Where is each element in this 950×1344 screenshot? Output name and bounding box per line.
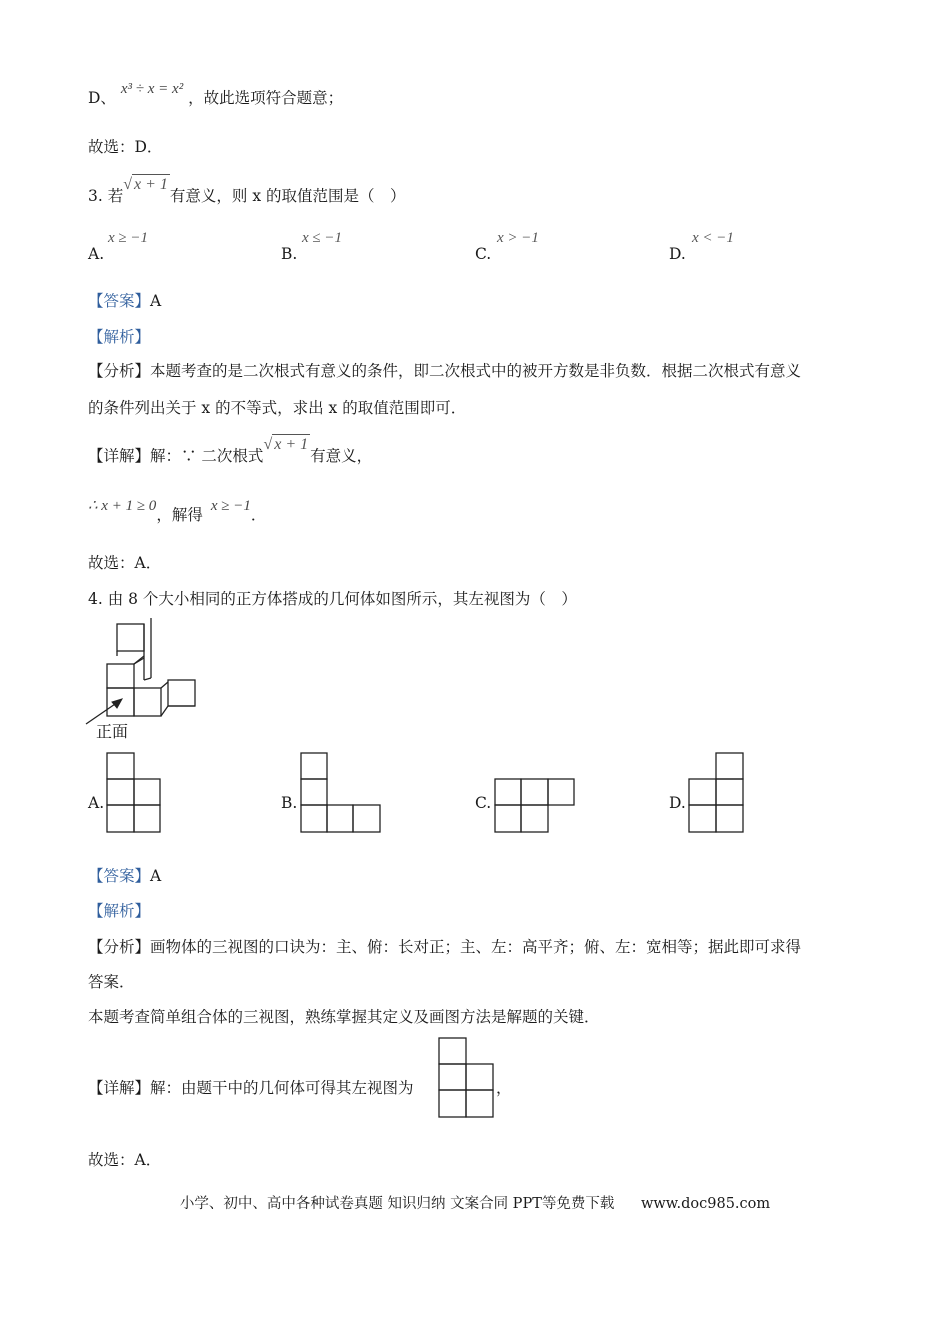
- math-expression: ∴ x + 1 ≥ 0: [88, 498, 157, 514]
- q4-stem: 4. 由 8 个大小相同的正方体搭成的几何体如图所示，其左视图为（ ）: [88, 590, 577, 608]
- period: ．: [250, 506, 267, 524]
- q3-stem: [88, 176, 406, 207]
- q3-conclusion: 故选：A．: [88, 554, 162, 572]
- q3-detail: [88, 436, 373, 467]
- stem-suffix: 有意义，则 x 的取值范围是（ ）: [169, 187, 406, 205]
- q4-analysis-tag: 【解析】: [88, 902, 151, 920]
- q3-option-d-label: D.: [669, 245, 686, 263]
- q3-option-b-label: B.: [281, 245, 298, 263]
- answer-value: A: [150, 867, 162, 885]
- q4-detail-suffix: ，: [496, 1079, 512, 1097]
- answer-tag: 【答案】: [88, 292, 151, 310]
- q2-conclusion: 故选：D．: [88, 138, 163, 156]
- option-label: D、: [88, 89, 116, 107]
- q3-option-a-label: A.: [88, 245, 105, 263]
- q3-therefore: [88, 498, 267, 526]
- q4-option-a-figure: [106, 752, 162, 834]
- detail-prefix: 【详解】解：由题干中的几何体可得其左视图为: [88, 1079, 414, 1097]
- q4-answer: [88, 866, 161, 886]
- q4-answer-figure: [438, 1037, 495, 1119]
- cube-face: [117, 624, 144, 651]
- q3-option-c-expr: x > −1: [497, 230, 539, 246]
- q4-option-b-figure: [300, 752, 382, 834]
- cube-face: [107, 664, 134, 688]
- q4-analysis-line1: 【分析】画物体的三视图的口诀为：主、俯：长对正；主、左：高平齐；俯、左：宽相等；据此即可求得: [88, 938, 802, 956]
- front-label: 正面: [96, 722, 129, 741]
- sqrt-expression: √ x + 1: [123, 176, 168, 193]
- q4-option-b-label: B.: [281, 794, 298, 812]
- footer-text: 小学、初中、高中各种试卷真题 知识归纳 文案合同 PPT等免费下载: [179, 1196, 615, 1212]
- q4-option-d-figure: [688, 752, 745, 834]
- sqrt-expression: √ x + 1: [263, 436, 309, 453]
- answer-value: A: [150, 292, 162, 310]
- detail-suffix: 有意义，: [310, 447, 373, 465]
- q4-cube-figure: [84, 618, 214, 728]
- footer-url: www.doc985.com: [640, 1196, 771, 1212]
- q4-analysis-line2: 答案．: [88, 973, 135, 991]
- option-text: ，故此选项符合题意；: [188, 89, 344, 107]
- q4-option-a-label: A.: [88, 794, 105, 812]
- math-result: x ≥ −1: [210, 498, 251, 514]
- cube-face: [168, 680, 195, 706]
- q3-option-c-label: C.: [475, 245, 492, 263]
- page-footer: [0, 1192, 950, 1213]
- q4-option-c-figure: [494, 778, 576, 834]
- math-expression: x³ ÷ x = x²: [120, 81, 184, 97]
- q4-option-c-label: C.: [475, 794, 492, 812]
- stem-prefix: 3. 若: [88, 187, 124, 205]
- therefore-mid: ，解得: [156, 506, 203, 524]
- q3-option-d-expr: x < −1: [692, 230, 734, 246]
- q3-analysis-line1: 【分析】本题考查的是二次根式有意义的条件，即二次根式中的被开方数是非负数．根据二次根式有意义: [88, 362, 802, 380]
- q4-analysis-line3: 本题考查简单组合体的三视图，熟练掌握其定义及画图方法是解题的关键．: [88, 1008, 600, 1026]
- q3-analysis-line2: 的条件列出关于 x 的不等式，求出 x 的取值范围即可．: [88, 399, 467, 417]
- q4-option-d-label: D.: [669, 794, 686, 812]
- q2-option-d: [88, 81, 344, 109]
- answer-tag: 【答案】: [88, 867, 151, 885]
- q4-conclusion: 故选：A．: [88, 1151, 162, 1169]
- cube-face: [134, 688, 161, 716]
- q3-analysis-tag: 【解析】: [88, 328, 151, 346]
- q3-option-b-expr: x ≤ −1: [302, 230, 343, 246]
- q4-detail: [88, 1078, 414, 1098]
- detail-prefix: 【详解】解：∵ 二次根式: [88, 447, 264, 465]
- q3-option-a-expr: x ≥ −1: [108, 230, 149, 246]
- q3-answer: [88, 291, 161, 311]
